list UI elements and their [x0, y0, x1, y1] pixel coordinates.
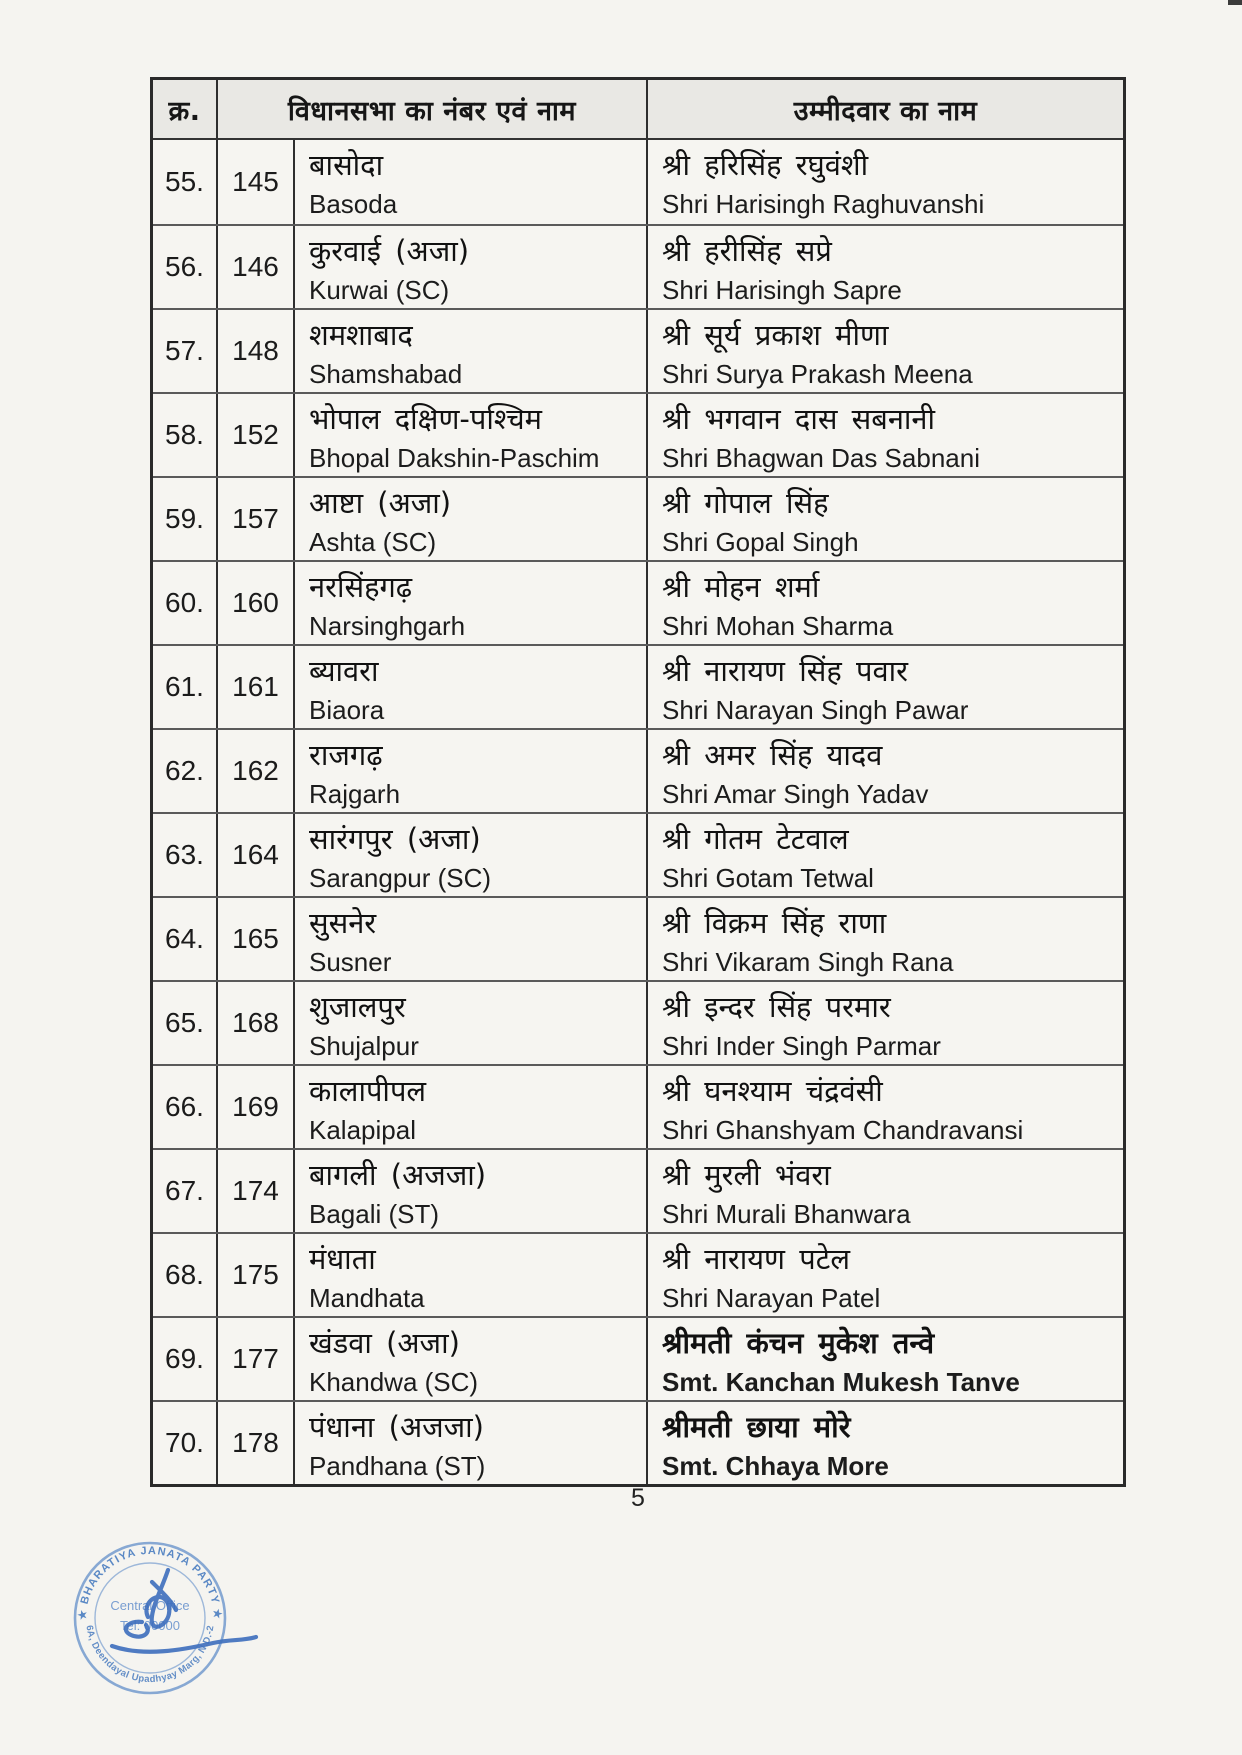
constituency-name-cell [295, 226, 648, 308]
candidate-name-hindi: श्री घनश्याम चंद्रवंसी [662, 1074, 883, 1108]
constituency-number-cell: 177 [218, 1318, 295, 1400]
serial-cell: 60. [153, 562, 218, 644]
candidate-name-cell [648, 1150, 1123, 1232]
serial-cell: 58. [153, 394, 218, 476]
table-row [153, 560, 1123, 644]
constituency-name-english: Shamshabad [309, 359, 463, 389]
stamp-center-line2: Tel: 00000 [120, 1618, 180, 1633]
constituency-number-cell: 164 [218, 814, 295, 896]
candidate-name-cell [648, 140, 1123, 224]
constituency-name-english: Mandhata [309, 1283, 425, 1313]
candidate-name-cell [648, 1066, 1123, 1148]
serial-cell: 57. [153, 310, 218, 392]
table-row [153, 308, 1123, 392]
table-row [153, 1400, 1123, 1484]
constituency-name-hindi: ब्यावरा [309, 654, 379, 688]
table-row [153, 812, 1123, 896]
constituency-name-hindi: कुरवाई (अजा) [309, 234, 470, 268]
candidate-name-english: Shri Narayan Singh Pawar [662, 695, 969, 725]
candidate-name-hindi: श्री मुरली भंवरा [662, 1158, 831, 1192]
constituency-name-cell [295, 562, 648, 644]
candidate-name-hindi: श्रीमती कंचन मुकेश तन्वे [662, 1326, 935, 1360]
constituency-number-cell: 157 [218, 478, 295, 560]
serial-cell: 56. [153, 226, 218, 308]
candidate-name-cell [648, 1402, 1123, 1484]
candidate-name-hindi: श्री गोपाल सिंह [662, 486, 829, 520]
table-row [153, 392, 1123, 476]
constituency-number-cell: 174 [218, 1150, 295, 1232]
serial-cell: 68. [153, 1234, 218, 1316]
constituency-name-cell [295, 1150, 648, 1232]
serial-cell: 65. [153, 982, 218, 1064]
candidate-name-english: Shri Murali Bhanwara [662, 1199, 911, 1229]
constituency-name-english: Rajgarh [309, 779, 401, 809]
table-row [153, 980, 1123, 1064]
constituency-name-cell [295, 1234, 648, 1316]
candidate-name-hindi: श्री मोहन शर्मा [662, 570, 820, 604]
serial-cell: 64. [153, 898, 218, 980]
table-row [153, 1316, 1123, 1400]
candidate-name-cell [648, 646, 1123, 728]
constituency-name-cell [295, 478, 648, 560]
candidate-name-cell [648, 730, 1123, 812]
candidate-name-cell [648, 478, 1123, 560]
constituency-name-english: Shujalpur [309, 1031, 419, 1061]
stamp-center-line1: Central Office [110, 1598, 190, 1613]
constituency-name-hindi: मंधाता [309, 1242, 376, 1276]
constituency-name-cell [295, 140, 648, 224]
constituency-name-english: Sarangpur (SC) [309, 863, 492, 893]
stamp-bottom-arc-text: 6A, Deendayal Upadhyay Marg, N.D.-2 [83, 1624, 217, 1686]
candidate-name-hindi: श्री हरिसिंह रघुवंशी [662, 148, 869, 182]
constituency-name-hindi: राजगढ़ [309, 738, 383, 772]
constituency-name-english: Kurwai (SC) [309, 275, 450, 305]
constituency-number-cell: 160 [218, 562, 295, 644]
candidate-name-english: Shri Gotam Tetwal [662, 863, 874, 893]
constituency-number-cell: 168 [218, 982, 295, 1064]
table-header-row [153, 80, 1123, 140]
table-row [153, 140, 1123, 224]
serial-cell: 59. [153, 478, 218, 560]
header-constituency: विधानसभा का नंबर एवं नाम [218, 80, 648, 138]
candidate-name-english: Shri Bhagwan Das Sabnani [662, 443, 980, 473]
constituency-name-cell [295, 898, 648, 980]
constituency-name-hindi: सारंगपुर (अजा) [309, 822, 481, 856]
constituency-name-cell [295, 1066, 648, 1148]
candidate-name-hindi: श्रीमती छाया मोरे [662, 1410, 851, 1444]
constituency-name-hindi: शुजालपुर [309, 990, 406, 1024]
header-serial: क्र. [153, 80, 218, 138]
candidate-name-hindi: श्री गोतम टेटवाल [662, 822, 849, 856]
candidate-name-english: Shri Narayan Patel [662, 1283, 881, 1313]
candidate-name-hindi: श्री सूर्य प्रकाश मीणा [662, 318, 889, 352]
header-candidate: उम्मीदवार का नाम [793, 95, 978, 127]
constituency-name-hindi: आष्टा (अजा) [309, 486, 452, 520]
candidate-name-hindi: श्री विक्रम सिंह राणा [662, 906, 887, 940]
table-row [153, 728, 1123, 812]
constituency-name-english: Susner [309, 947, 392, 977]
constituency-name-hindi: बासोदा [309, 148, 384, 182]
table-row [153, 224, 1123, 308]
candidate-name-english: Shri Mohan Sharma [662, 611, 894, 641]
constituency-name-english: Ashta (SC) [309, 527, 437, 557]
table-row [153, 1232, 1123, 1316]
candidate-name-cell [648, 562, 1123, 644]
constituency-number-cell: 175 [218, 1234, 295, 1316]
constituency-name-english: Bhopal Dakshin-Paschim [309, 443, 600, 473]
constituency-name-cell [295, 1318, 648, 1400]
constituency-number-cell: 146 [218, 226, 295, 308]
party-stamp [68, 1536, 268, 1706]
constituency-name-english: Khandwa (SC) [309, 1367, 479, 1397]
constituency-name-cell [295, 394, 648, 476]
scan-artifact-top-right [1228, 0, 1242, 5]
constituency-name-cell [295, 646, 648, 728]
constituency-name-hindi: कालापीपल [309, 1074, 427, 1108]
candidate-name-english: Smt. Kanchan Mukesh Tanve [662, 1367, 1020, 1397]
candidate-name-cell [648, 1318, 1123, 1400]
constituency-name-hindi: सुसनेर [309, 906, 377, 940]
candidate-name-english: Shri Harisingh Raghuvanshi [662, 189, 985, 219]
serial-cell: 67. [153, 1150, 218, 1232]
candidate-list-table [150, 77, 1126, 1487]
constituency-number-cell: 145 [218, 140, 295, 224]
table-row [153, 644, 1123, 728]
constituency-number-cell: 162 [218, 730, 295, 812]
constituency-name-hindi: खंडवा (अजा) [309, 1326, 460, 1360]
serial-cell: 69. [153, 1318, 218, 1400]
serial-cell: 66. [153, 1066, 218, 1148]
constituency-name-cell [295, 814, 648, 896]
constituency-name-cell [295, 982, 648, 1064]
candidate-name-english: Shri Gopal Singh [662, 527, 859, 557]
constituency-number-cell: 169 [218, 1066, 295, 1148]
candidate-name-english: Shri Vikaram Singh Rana [662, 947, 954, 977]
candidate-name-hindi: श्री भगवान दास सबनानी [662, 402, 936, 436]
table-row [153, 476, 1123, 560]
constituency-name-cell [295, 1402, 648, 1484]
table-body [153, 140, 1123, 1484]
serial-cell: 55. [153, 140, 218, 224]
serial-cell: 62. [153, 730, 218, 812]
constituency-number-cell: 178 [218, 1402, 295, 1484]
constituency-name-english: Biaora [309, 695, 385, 725]
candidate-name-english: Shri Harisingh Sapre [662, 275, 902, 305]
constituency-number-cell: 161 [218, 646, 295, 728]
constituency-name-hindi: भोपाल दक्षिण-पश्चिम [309, 402, 542, 436]
candidate-name-cell [648, 394, 1123, 476]
candidate-name-cell [648, 898, 1123, 980]
constituency-name-hindi: नरसिंहगढ़ [309, 570, 413, 604]
candidate-name-english: Shri Ghanshyam Chandravansi [662, 1115, 1024, 1145]
table-row [153, 1148, 1123, 1232]
constituency-number-cell: 152 [218, 394, 295, 476]
candidate-name-cell [648, 226, 1123, 308]
candidate-name-cell [648, 814, 1123, 896]
constituency-name-english: Kalapipal [309, 1115, 416, 1145]
constituency-name-hindi: पंधाना (अजजा) [309, 1410, 484, 1444]
constituency-number-cell: 165 [218, 898, 295, 980]
table-row [153, 896, 1123, 980]
constituency-name-cell [295, 310, 648, 392]
constituency-name-english: Bagali (ST) [309, 1199, 440, 1229]
candidate-name-hindi: श्री नारायण पटेल [662, 1242, 850, 1276]
candidate-name-english: Smt. Chhaya More [662, 1451, 889, 1481]
serial-cell: 61. [153, 646, 218, 728]
candidate-name-hindi: श्री इन्दर सिंह परमार [662, 990, 891, 1024]
constituency-name-hindi: बागली (अजजा) [309, 1158, 487, 1192]
constituency-name-cell [295, 730, 648, 812]
stamp-top-arc-text: ★ BHARATIYA JANATA PARTY ★ [76, 1544, 224, 1621]
constituency-number-cell: 148 [218, 310, 295, 392]
constituency-name-english: Basoda [309, 189, 398, 219]
candidate-name-hindi: श्री नारायण सिंह पवार [662, 654, 908, 688]
constituency-name-hindi: शमशाबाद [309, 318, 413, 352]
table-row [153, 1064, 1123, 1148]
candidate-name-cell [648, 310, 1123, 392]
serial-cell: 63. [153, 814, 218, 896]
constituency-name-english: Narsinghgarh [309, 611, 466, 641]
constituency-name-english: Pandhana (ST) [309, 1451, 486, 1481]
candidate-name-cell [648, 1234, 1123, 1316]
candidate-name-hindi: श्री अमर सिंह यादव [662, 738, 883, 772]
candidate-name-english: Shri Amar Singh Yadav [662, 779, 929, 809]
candidate-name-hindi: श्री हरीसिंह सप्रे [662, 234, 832, 268]
candidate-name-english: Shri Inder Singh Parmar [662, 1031, 941, 1061]
serial-cell: 70. [153, 1402, 218, 1484]
candidate-name-english: Shri Surya Prakash Meena [662, 359, 973, 389]
page-number: 5 [631, 1484, 645, 1512]
candidate-name-cell [648, 982, 1123, 1064]
